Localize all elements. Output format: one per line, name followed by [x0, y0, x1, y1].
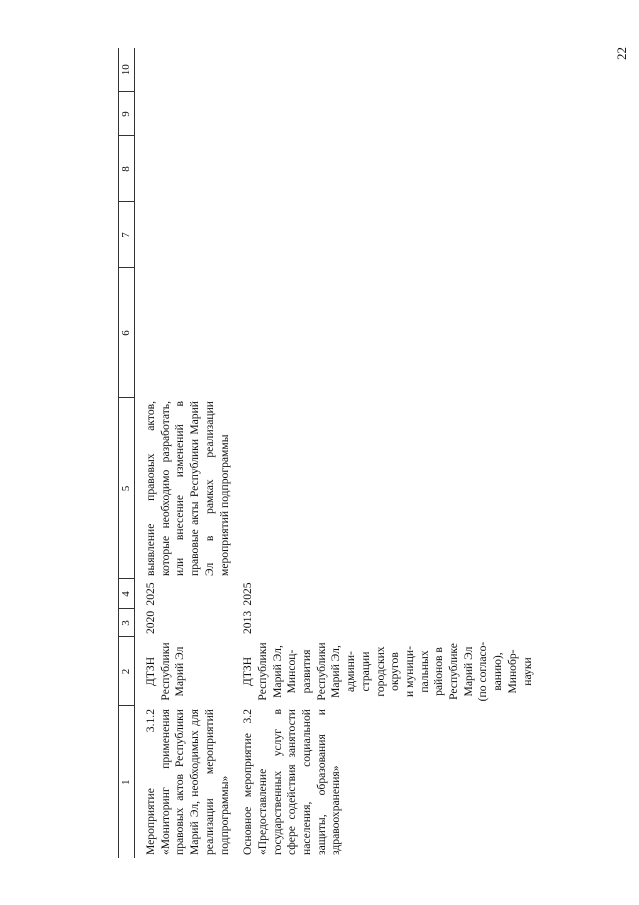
executor-line: развития: [300, 649, 314, 694]
value-cell: [135, 268, 233, 398]
value-cell: [232, 268, 535, 398]
executor-line: городских: [373, 646, 387, 697]
value-cell: [232, 136, 535, 202]
column-header: 5: [119, 398, 135, 579]
executor-line: (по согласо-: [476, 641, 490, 702]
measure-cell: Мероприятие 3.1.2 «Мониторинг применения правовых актов Республики Марий Эл, необходимых для реализации мероприятий подпрограммы»: [144, 709, 231, 855]
executor-line: Минобр-: [505, 649, 519, 694]
executor-line: районов в: [432, 647, 446, 696]
table-row: [135, 48, 233, 858]
rotated-table-container: [118, 48, 639, 858]
executor-line: ДТЗН: [144, 656, 157, 687]
start-year-cell: 2013: [241, 610, 255, 634]
end-year-cell: 2025: [241, 582, 255, 606]
value-cell: [135, 136, 233, 202]
column-header: 2: [119, 637, 135, 706]
executor-line: ДТЗН: [241, 656, 255, 687]
column-header: 3: [119, 609, 135, 637]
value-cell: [232, 48, 535, 92]
column-header: 9: [119, 92, 135, 136]
result-cell: [232, 398, 535, 579]
column-number-row: [119, 48, 135, 858]
value-cell: [135, 48, 233, 92]
executor-cell: [232, 637, 535, 706]
page-number: 22: [614, 47, 629, 60]
executor-line: Республики: [255, 642, 269, 701]
column-header: 1: [119, 706, 135, 858]
executor-line: ванию),: [491, 652, 505, 691]
executor-line: Республике: [447, 643, 461, 700]
executor-line: Республики: [158, 642, 172, 701]
executor-line: науки: [520, 657, 534, 686]
executor-line: Минсоц-: [285, 649, 299, 694]
column-header: 10: [119, 48, 135, 92]
result-cell: выявление правовых актов, которые необходимо разработать, или внесение изменений в правовые акты Республики Марий Эл в рамках реализации мероприятий подпрограммы: [144, 401, 231, 576]
executor-line: страции: [358, 651, 372, 692]
value-cell: [135, 92, 233, 136]
executor-line: пальных: [417, 650, 431, 693]
executor-line: админи-: [344, 651, 358, 692]
end-year-cell: 2025: [144, 582, 157, 606]
measures-table: [118, 48, 535, 858]
executor-line: Марий Эл: [461, 646, 475, 697]
column-header: 6: [119, 268, 135, 398]
executor-line: Марий Эл,: [270, 645, 284, 698]
executor-line: Марий Эл,: [329, 645, 343, 698]
value-cell: [232, 202, 535, 268]
executor-cell: [135, 637, 233, 706]
value-cell: [135, 202, 233, 268]
executor-line: округов: [388, 652, 402, 691]
column-header: 7: [119, 202, 135, 268]
measure-cell: Основное мероприятие 3.2 «Предоставление государственных услуг в сфере содействия занятости населения, социальной защиты, образования и здравоохранения»: [241, 709, 343, 855]
column-header: 4: [119, 579, 135, 609]
executor-line: и муници-: [402, 646, 416, 697]
value-cell: [232, 92, 535, 136]
executor-line: Марий Эл: [173, 646, 187, 697]
start-year-cell: 2020: [144, 610, 157, 634]
executor-line: Республики: [314, 642, 328, 701]
table-row: [232, 48, 535, 858]
column-header: 8: [119, 136, 135, 202]
